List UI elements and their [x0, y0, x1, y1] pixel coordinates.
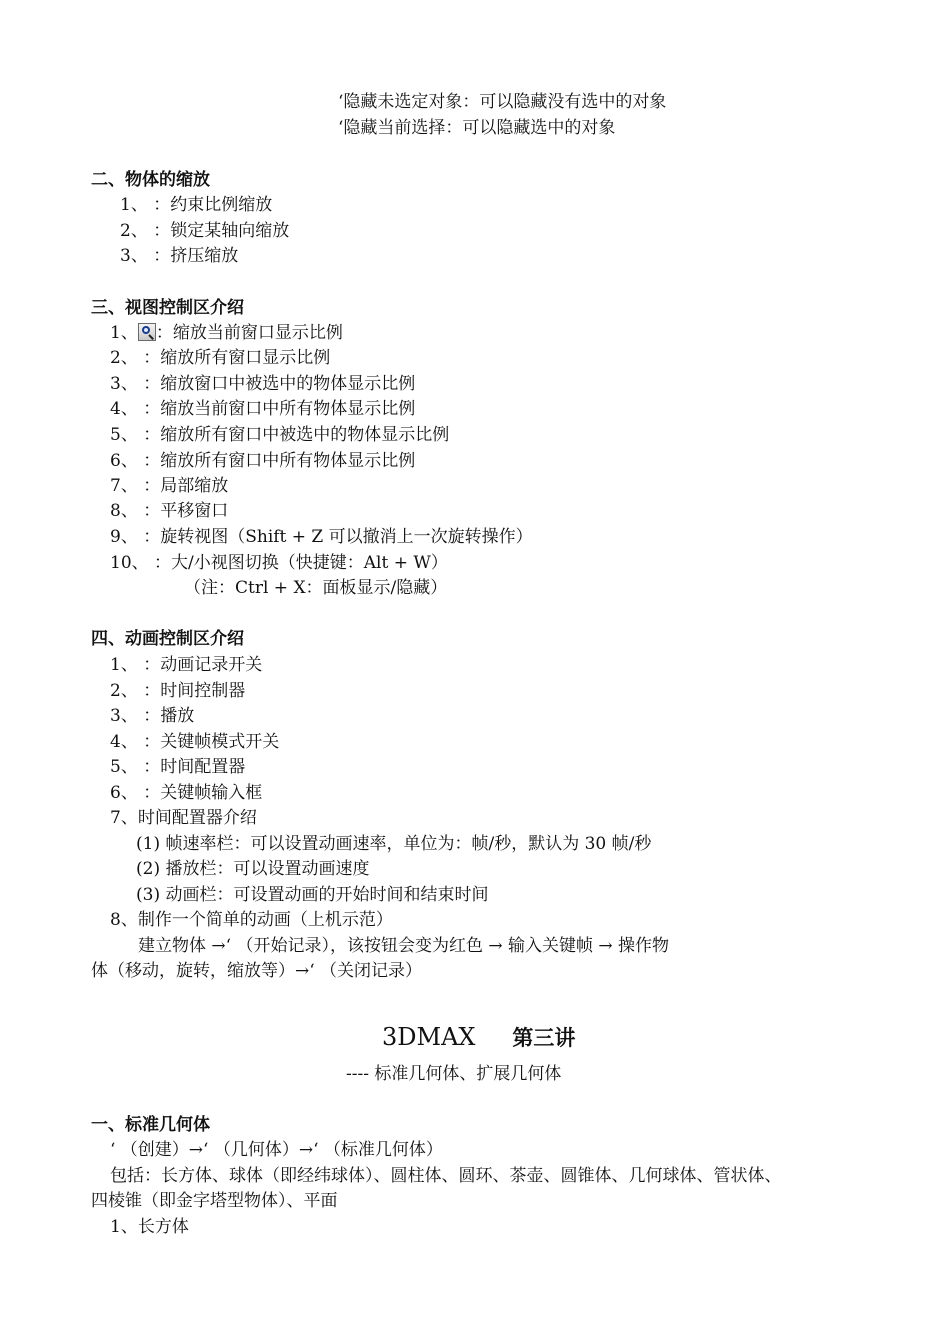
view-note: （注：Ctrl + X：面板显示/隐藏）	[184, 578, 448, 598]
hide-selected-line: ‘隐藏当前选择：可以隐藏选中的对象	[338, 118, 616, 138]
anim-item-8: 8、制作一个简单的动画（上机示范）	[110, 910, 393, 930]
std-item-1: 1、长方体	[110, 1217, 189, 1237]
anim-sub-item: (2) 播放栏：可以设置动画速度	[136, 859, 370, 879]
scale-item: 1、 ：约束比例缩放	[120, 195, 273, 215]
view-item-1	[110, 322, 343, 344]
anim-item: 4、 ：关键帧模式开关	[110, 732, 280, 752]
std-heading: 一、标准几何体	[91, 1115, 210, 1135]
view-item: 9、 ：旋转视图（Shift + Z 可以撤消上一次旋转操作）	[110, 527, 533, 547]
anim-item: 6、 ：关键帧输入框	[110, 783, 263, 803]
scale-heading: 二、物体的缩放	[91, 170, 210, 190]
lecture-title-number: 第三讲	[512, 1026, 576, 1050]
view-item: 4、 ：缩放当前窗口中所有物体显示比例	[110, 399, 416, 419]
anim-steps-line-1: 建立物体 →‘ （开始记录），该按钮会变为红色 → 输入关键帧 → 操作物	[138, 936, 670, 956]
scale-item: 3、 ：挤压缩放	[120, 246, 239, 266]
view-item-1-text: ：缩放当前窗口显示比例	[155, 323, 343, 343]
zoom-magnifier-icon	[138, 323, 156, 341]
view-item: 3、 ：缩放窗口中被选中的物体显示比例	[110, 374, 416, 394]
view-item: 2、 ：缩放所有窗口显示比例	[110, 348, 331, 368]
anim-sub-item: (3) 动画栏：可设置动画的开始时间和结束时间	[136, 885, 489, 905]
anim-item: 2、 ：时间控制器	[110, 681, 246, 701]
hide-unselected-line: ‘隐藏未选定对象：可以隐藏没有选中的对象	[338, 92, 667, 112]
anim-item: 1、 ：动画记录开关	[110, 655, 263, 675]
view-item: 5、 ：缩放所有窗口中被选中的物体显示比例	[110, 425, 450, 445]
lecture-title	[382, 1022, 575, 1055]
view-item: 7、 ：局部缩放	[110, 476, 229, 496]
view-heading: 三、视图控制区介绍	[91, 298, 244, 318]
scale-item: 2、 ：锁定某轴向缩放	[120, 221, 290, 241]
anim-sub-item: (1) 帧速率栏：可以设置动画速率，单位为：帧/秒，默认为 30 帧/秒	[136, 834, 652, 854]
anim-item: 7、时间配置器介绍	[110, 808, 257, 828]
std-includes-line-2: 四棱锥（即金字塔型物体）、平面	[91, 1191, 338, 1211]
view-item: 8、 ：平移窗口	[110, 501, 229, 521]
anim-heading: 四、动画控制区介绍	[91, 629, 244, 649]
lecture-subtitle: ---- 标准几何体、扩展几何体	[346, 1064, 562, 1084]
std-path: ‘ （创建）→‘ （几何体）→‘ （标准几何体）	[110, 1140, 443, 1160]
view-item-1-prefix: 1、	[110, 323, 138, 343]
anim-item: 5、 ：时间配置器	[110, 757, 246, 777]
std-includes-line-1: 包括：长方体、球体（即经纬球体）、圆柱体、圆环、茶壶、圆锥体、几何球体、管状体、	[110, 1166, 782, 1186]
view-item: 10、 ：大/小视图切换（快捷键：Alt + W）	[110, 553, 448, 573]
view-item: 6、 ：缩放所有窗口中所有物体显示比例	[110, 451, 416, 471]
lecture-title-product: 3DMAX	[382, 1023, 476, 1051]
anim-item: 3、 ：播放	[110, 706, 195, 726]
anim-steps-line-2: 体（移动，旋转，缩放等）→‘ （关闭记录）	[91, 961, 423, 981]
